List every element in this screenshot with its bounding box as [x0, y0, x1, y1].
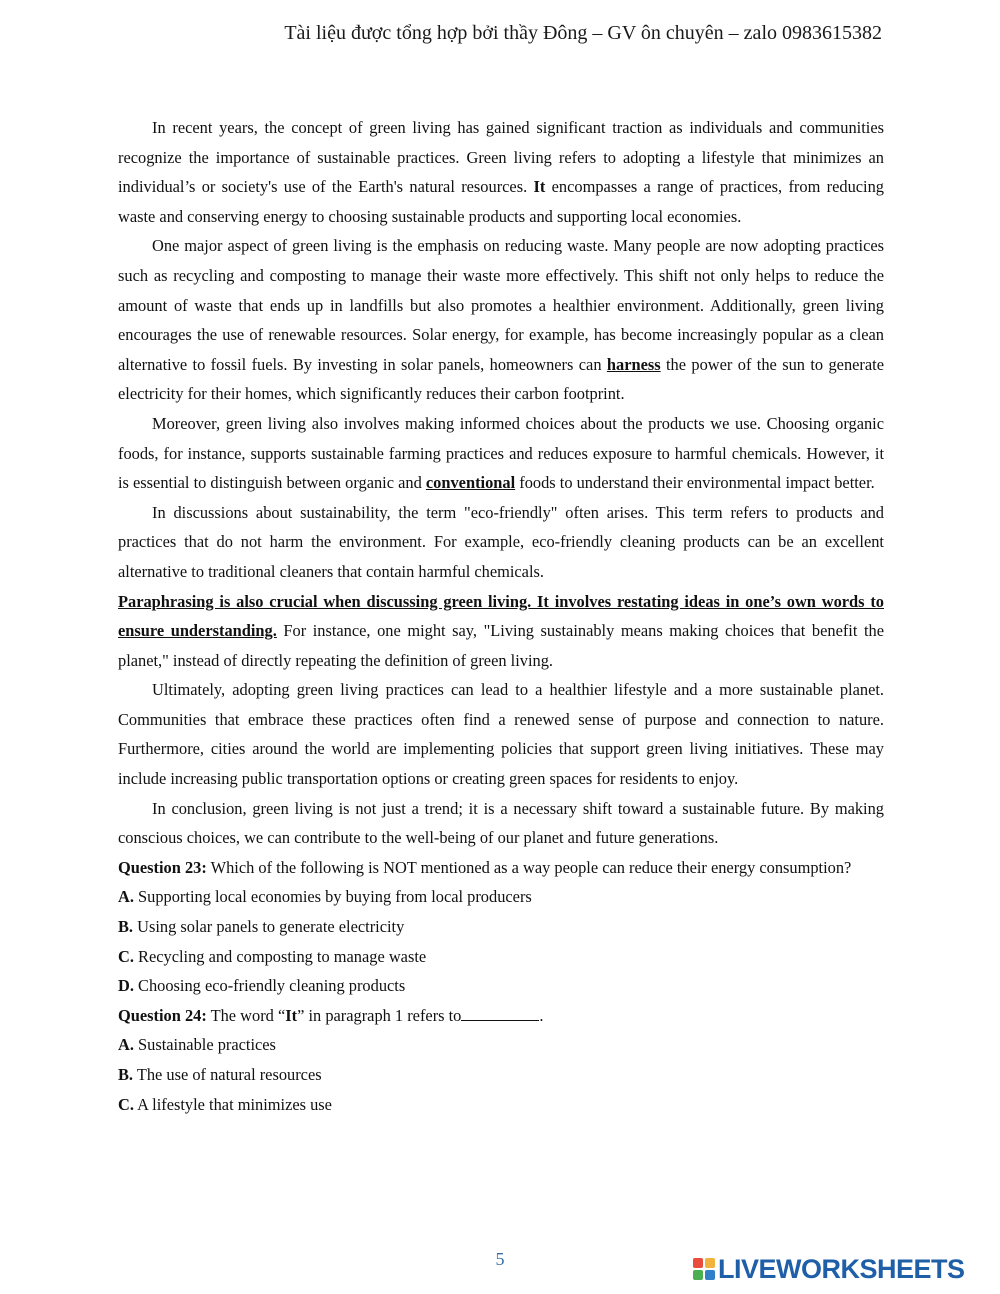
option-24-b[interactable]: B. The use of natural resources — [118, 1065, 322, 1084]
option-23-d[interactable]: D. Choosing eco-friendly cleaning products — [118, 976, 406, 996]
paragraph-6: Ultimately, adopting green living practices can lead to a healthier lifestyle and a more sustainable planet. Communities that embrace these practices often find a renewed sense of purpose and connection to nature. Furthermore, cities around the world are implementing policies that support green living initiatives. These may include increasing public transportation options or creating green spaces for residents to enjoy. — [118, 680, 884, 789]
option-23-c[interactable]: C. Recycling and composting to manage waste — [118, 946, 427, 966]
paragraph-4: In discussions about sustainability, the term "eco-friendly" often arises. This term refers to products and practices that do not harm the environment. For example, eco-friendly cleaning products can be an excellent alternative to traditional cleaners that contain harmful chemicals. — [118, 502, 884, 581]
paragraph-2: One major aspect of green living is the emphasis on reducing waste. Many people are now adopting practices such as recycling and composting to manage their waste more effectively. This shift not only helps to reduce the amount of waste that ends up in landfills but also promotes a healthier environment. Additionally, green living encourages the use of renewable resources. Solar energy, for example, has become increasingly popular as a clean alternative to fossil fuels. By investing in solar panels, homeowners can harness the power of the sun to generate electricity for their homes, which significantly reduces their carbon footprint. — [118, 236, 884, 404]
vocab-term-conventional: conventional — [425, 473, 516, 493]
paragraph-1: In recent years, the concept of green living has gained significant traction as individuals and communities recognize the importance of sustainable practices. Green living refers to adopting a lifestyle that minimizes an individual’s or society's use of the Earth's natural resources. It encompasses a range of practices, from reducing waste and conserving energy to choosing sustainable products and supporting local economies. — [118, 118, 884, 226]
page-header: Tài liệu được tổng hợp bởi thầy Đông – GV ôn chuyên – zalo 0983615382 — [284, 22, 882, 44]
underlined-sentence: Paraphrasing is also crucial when discussing green living. It involves restating ideas in one’s own words to ensure understanding. — [118, 591, 884, 641]
document-body — [118, 113, 884, 1119]
option-24-a[interactable]: A. Sustainable practices — [118, 1035, 276, 1055]
question-24: Question 24: The word “It” in paragraph 1 refers to . — [118, 1005, 544, 1025]
liveworksheets-logo — [693, 1254, 965, 1284]
option-23-a[interactable]: A. Supporting local economies by buying from local producers — [118, 887, 532, 907]
paragraph-7: In conclusion, green living is not just a trend; it is a necessary shift toward a sustainable future. By making conscious choices, we can contribute to the well-being of our planet and future generations. — [118, 798, 884, 848]
option-23-b[interactable]: B. Using solar panels to generate electricity — [118, 917, 405, 937]
answer-blank[interactable] — [461, 1004, 539, 1021]
vocab-term-harness: harness — [606, 354, 661, 374]
liveworksheets-logo-icon — [693, 1258, 715, 1280]
referent-word: It — [533, 177, 546, 197]
question-23: Question 23: Which of the following is NOT mentioned as a way people can reduce their energy consumption? — [118, 857, 852, 877]
logo-text: LIVEWORKSHEETS — [718, 1253, 965, 1284]
option-24-c[interactable]: C. A lifestyle that minimizes use — [118, 1094, 332, 1114]
paragraph-3: Moreover, green living also involves making informed choices about the products we use. Choosing organic foods, for instance, supports sustainable farming practices and reduces exposure to harmful chemicals. However, it is essential to distinguish between organic and conventional foods to understand their environmental impact better. — [118, 413, 884, 493]
page-number: 5 — [495, 1249, 505, 1269]
paragraph-5: Paraphrasing is also crucial when discussing green living. It involves restating ideas in one’s own words to ensure understanding. For instance, one might say, "Living sustainably means making choices that benefit the planet," instead of directly repeating the definition of green living. — [118, 591, 884, 670]
